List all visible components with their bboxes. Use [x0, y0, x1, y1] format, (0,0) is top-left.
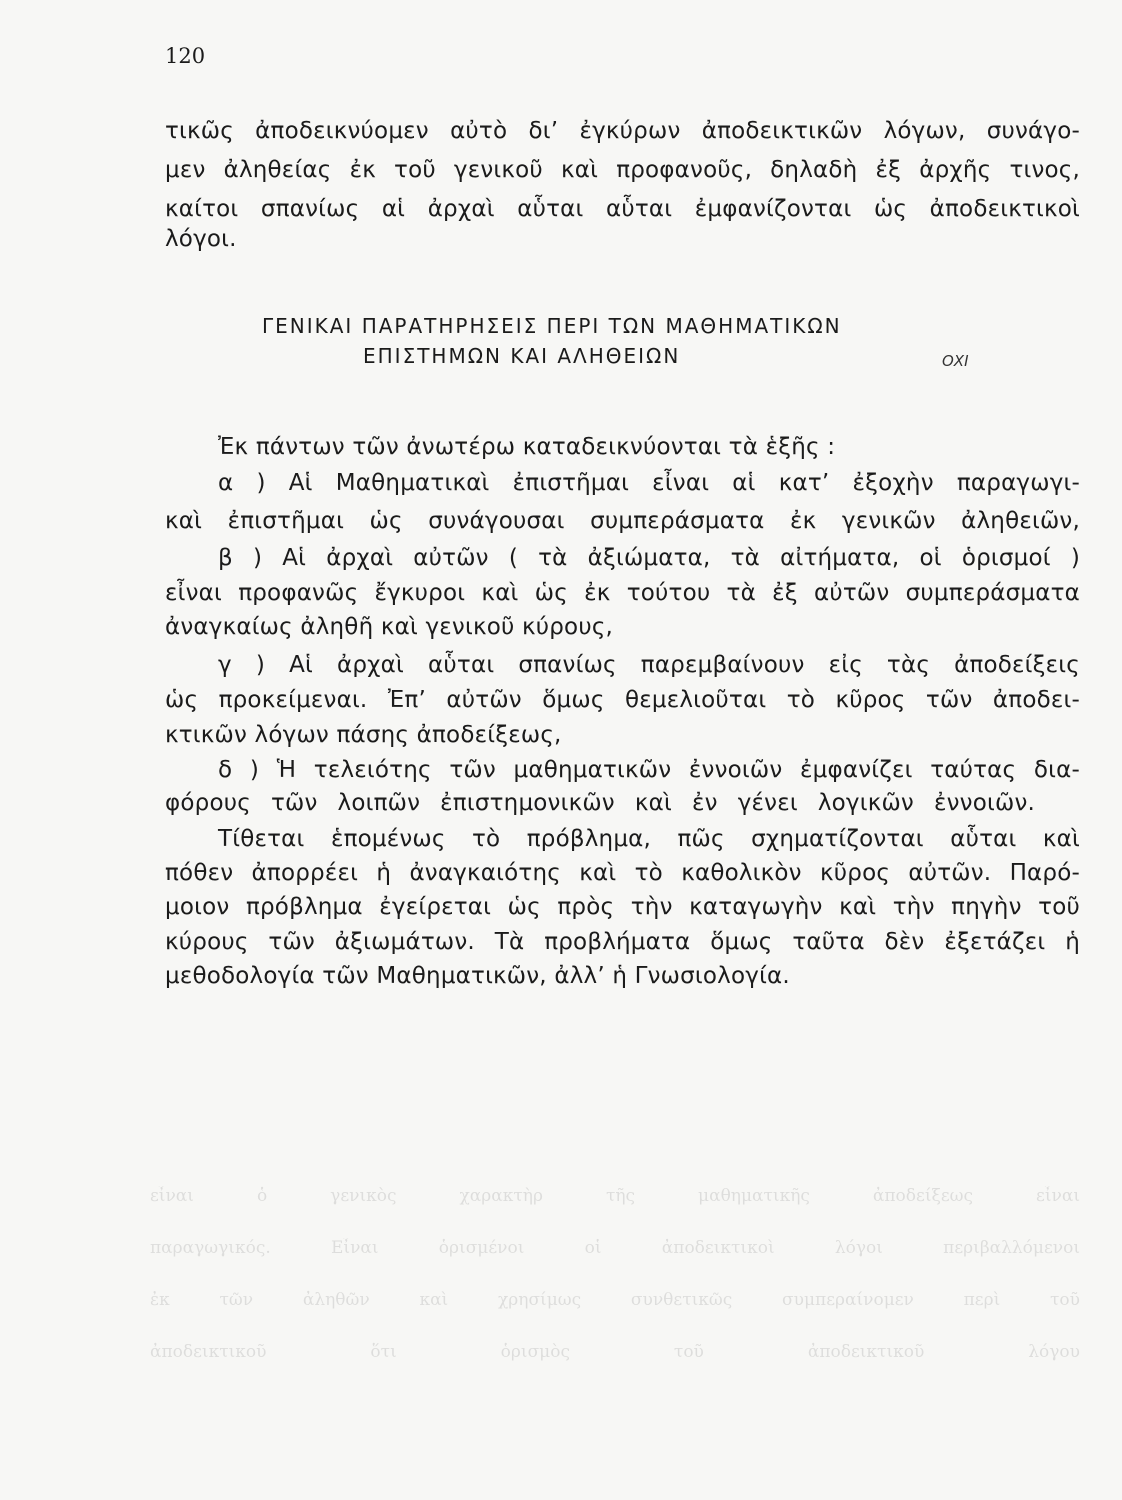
- intro-line: λόγοι.: [165, 226, 237, 252]
- body-line: ἀναγκαίως ἀληθῆ καὶ γενικοῦ κύρους,: [165, 614, 614, 640]
- body-line: πόθεν ἀπορρέει ἡ ἀναγκαιότης καὶ τὸ καθολικὸν κῦρος αὐτῶν. Παρό-: [165, 860, 1080, 886]
- intro-line: μεν ἀληθείας ἐκ τοῦ γενικοῦ καὶ προφανοῦς, δηλαδὴ ἐξ ἀρχῆς τινος,: [165, 157, 1080, 183]
- section-heading-line1: ΓΕΝΙΚΑΙ ΠΑΡΑΤΗΡΗΣΕΙΣ ΠΕΡΙ ΤΩΝ ΜΑΘΗΜΑΤΙΚΩΝ: [262, 314, 842, 338]
- list-item-a: α ) Αἱ Μαθηματικαὶ ἐπιστῆμαι εἶναι αἱ κατ’ ἐξοχὴν παραγωγι-: [218, 470, 1080, 496]
- bleedthrough-line: ἐκ τῶν ἀληθῶν καὶ χρησίμως συνθετικῶς συμπεραίνομεν περὶ τοῦ: [150, 1290, 1080, 1310]
- body-line: Τίθεται ἑπομένως τὸ πρόβλημα, πῶς σχηματίζονται αὗται καὶ: [218, 826, 1080, 852]
- bleedthrough-line: ἀποδεικτικοῦ ὅτι ὁρισμὸς τοῦ ἀποδεικτικοῦ λόγου: [150, 1342, 1080, 1362]
- list-item-c: γ ) Αἱ ἀρχαὶ αὗται σπανίως παρεμβαίνουν εἰς τὰς ἀποδείξεις: [218, 652, 1080, 678]
- body-line: ὡς προκείμεναι. Ἐπ’ αὐτῶν ὅμως θεμελιοῦται τὸ κῦρος τῶν ἀποδει-: [165, 687, 1080, 713]
- bleedthrough-line: εἶναι ὁ γενικὸς χαρακτὴρ τῆς μαθηματικῆς ἀποδείξεως εἶναι: [150, 1186, 1080, 1206]
- bleedthrough-line: παραγωγικός. Εἶναι ὁρισμένοι οἱ ἀποδεικτικοὶ λόγοι περιβαλλόμενοι: [150, 1238, 1080, 1258]
- list-item-d: δ ) Ἡ τελειότης τῶν μαθηματικῶν ἐννοιῶν ἐμφανίζει ταύτας δια-: [218, 757, 1080, 783]
- body-line: μοιον πρόβλημα ἐγείρεται ὡς πρὸς τὴν καταγωγὴν καὶ τὴν πηγὴν τοῦ: [165, 894, 1080, 920]
- list-item-b: β ) Αἱ ἀρχαὶ αὐτῶν ( τὰ ἀξιώματα, τὰ αἰτήματα, οἱ ὁρισμοί ): [218, 545, 1080, 571]
- body-line: εἶναι προφανῶς ἔγκυροι καὶ ὡς ἐκ τούτου τὰ ἐξ αὐτῶν συμπεράσματα: [165, 580, 1080, 606]
- page-number: 120: [165, 44, 206, 68]
- intro-line: καίτοι σπανίως αἱ ἀρχαὶ αὗται αὗται ἐμφανίζονται ὡς ἀποδεικτικοὶ: [165, 196, 1080, 222]
- body-line: κτικῶν λόγων πάσης ἀποδείξεως,: [165, 722, 562, 748]
- section-heading-line2: ΕΠΙΣΤΗΜΩΝ ΚΑΙ ΑΛΗΘΕΙΩΝ: [363, 344, 681, 368]
- intro-line: τικῶς ἀποδεικνύομεν αὐτὸ δι’ ἐγκύρων ἀποδεικτικῶν λόγων, συνάγο-: [165, 118, 1080, 144]
- body-line: Ἐκ πάντων τῶν ἀνωτέρω καταδεικνύονται τὰ ἑξῆς :: [218, 434, 836, 460]
- body-line: κύρους τῶν ἀξιωμάτων. Τὰ προβλήματα ὅμως ταῦτα δὲν ἐξετάζει ἡ: [165, 929, 1080, 955]
- handwritten-margin-note: ΟΧΙ: [942, 352, 969, 370]
- body-line: φόρους τῶν λοιπῶν ἐπιστημονικῶν καὶ ἐν γένει λογικῶν ἐννοιῶν.: [165, 790, 1035, 816]
- body-line: καὶ ἐπιστῆμαι ὡς συνάγουσαι συμπεράσματα ἐκ γενικῶν ἀληθειῶν,: [165, 508, 1080, 534]
- body-line: μεθοδολογία τῶν Μαθηματικῶν, ἀλλ’ ἡ Γνωσιολογία.: [165, 963, 790, 989]
